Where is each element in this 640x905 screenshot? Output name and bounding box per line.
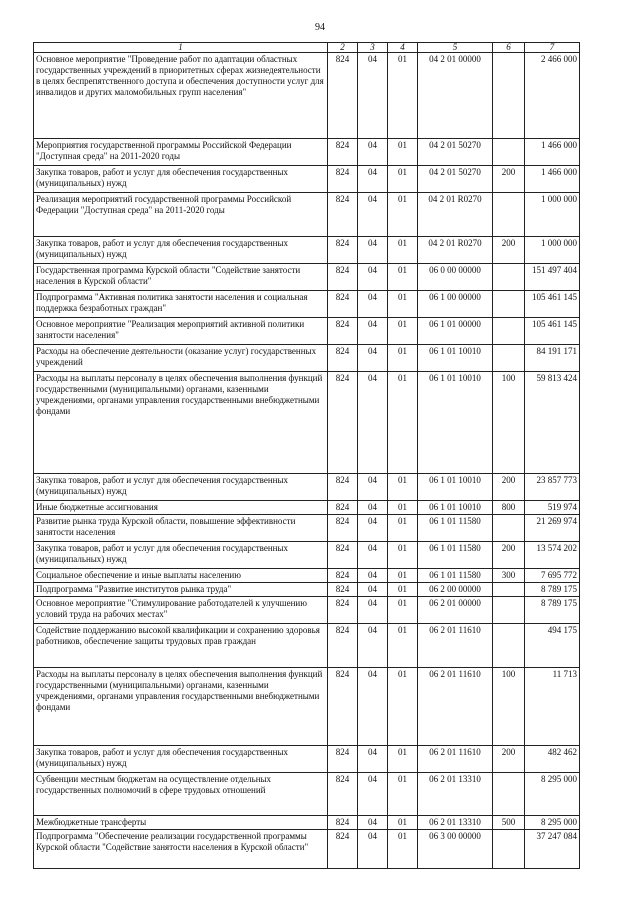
row-code-6 <box>493 193 525 237</box>
row-name: Социальное обеспечение и иные выплаты населению <box>34 569 328 583</box>
table-row <box>34 830 580 869</box>
row-code-3: 04 <box>358 746 388 773</box>
row-code-2: 824 <box>328 237 358 264</box>
column-header: 7 <box>525 43 580 53</box>
table-row <box>34 816 580 830</box>
row-code-6 <box>493 291 525 318</box>
row-amount: 8 295 000 <box>525 816 580 830</box>
row-code-5: 06 0 00 00000 <box>418 264 493 291</box>
row-name: Иные бюджетные ассигнования <box>34 501 328 515</box>
row-code-6 <box>493 597 525 624</box>
table-row <box>34 597 580 624</box>
row-name: Подпрограмма "Активная политика занятости населения и социальная поддержка безработных граждан" <box>34 291 328 318</box>
row-amount: 8 295 000 <box>525 773 580 816</box>
row-code-2: 824 <box>328 542 358 569</box>
row-code-3: 04 <box>358 291 388 318</box>
row-code-6: 100 <box>493 668 525 746</box>
row-code-6 <box>493 345 525 372</box>
row-code-4: 01 <box>388 542 418 569</box>
row-name: Подпрограмма "Обеспечение реализации государственной программы Курской области "Содействие занятости населения в Курской области" <box>34 830 328 869</box>
row-name: Реализация мероприятий государственной программы Российской Федерации "Доступная среда" на 2011-2020 годы <box>34 193 328 237</box>
row-code-2: 824 <box>328 345 358 372</box>
row-code-2: 824 <box>328 624 358 668</box>
row-name: Подпрограмма "Развитие институтов рынка труда" <box>34 583 328 597</box>
row-code-6: 800 <box>493 501 525 515</box>
table-row <box>34 668 580 746</box>
row-amount: 1 000 000 <box>525 193 580 237</box>
row-code-6: 200 <box>493 237 525 264</box>
column-header: 4 <box>388 43 418 53</box>
table-row <box>34 237 580 264</box>
row-code-3: 04 <box>358 773 388 816</box>
row-code-2: 824 <box>328 193 358 237</box>
row-name: Развитие рынка труда Курской области, повышение эффективности занятости населения <box>34 515 328 542</box>
row-code-4: 01 <box>388 237 418 264</box>
row-code-5: 04 2 01 50270 <box>418 139 493 166</box>
row-code-3: 04 <box>358 597 388 624</box>
row-code-2: 824 <box>328 318 358 345</box>
row-code-5: 04 2 01 00000 <box>418 53 493 139</box>
row-code-4: 01 <box>388 166 418 193</box>
row-code-4: 01 <box>388 816 418 830</box>
budget-table <box>33 42 580 869</box>
row-name: Закупка товаров, работ и услуг для обеспечения государственных (муниципальных) нужд <box>34 542 328 569</box>
row-amount: 1 466 000 <box>525 139 580 166</box>
row-amount: 13 574 202 <box>525 542 580 569</box>
row-code-5: 06 1 01 11580 <box>418 542 493 569</box>
row-name: Расходы на выплаты персоналу в целях обеспечения выполнения функций государственными (муниципальными) органами, казенными учреждениями, органами управления государственными внебюджетными фондами <box>34 668 328 746</box>
table-row <box>34 501 580 515</box>
row-code-5: 04 2 01 50270 <box>418 166 493 193</box>
row-code-5: 06 2 01 11610 <box>418 746 493 773</box>
row-name: Основное мероприятие "Проведение работ по адаптации областных государственных учреждений в приоритетных сферах жизнедеятельности в целях беспрепятственного доступа и обеспечения доступности услуг для инвалидов и других маломобильных групп населения" <box>34 53 328 139</box>
row-code-2: 824 <box>328 830 358 869</box>
table-row <box>34 291 580 318</box>
row-code-3: 04 <box>358 237 388 264</box>
row-code-6: 500 <box>493 816 525 830</box>
row-amount: 37 247 084 <box>525 830 580 869</box>
table-row <box>34 515 580 542</box>
row-code-2: 824 <box>328 746 358 773</box>
row-code-5: 06 2 01 00000 <box>418 597 493 624</box>
row-code-4: 01 <box>388 515 418 542</box>
column-header: 1 <box>34 43 328 53</box>
row-code-2: 824 <box>328 53 358 139</box>
row-code-2: 824 <box>328 569 358 583</box>
table-row <box>34 569 580 583</box>
column-header: 3 <box>358 43 388 53</box>
table-row <box>34 139 580 166</box>
row-amount: 8 789 175 <box>525 583 580 597</box>
row-code-2: 824 <box>328 474 358 501</box>
row-code-5: 06 2 01 13310 <box>418 773 493 816</box>
row-name: Основное мероприятие "Реализация мероприятий активной политики занятости населения" <box>34 318 328 345</box>
row-code-2: 824 <box>328 597 358 624</box>
row-name: Основное мероприятие "Стимулирование работодателей к улучшению условий труда на рабочих местах" <box>34 597 328 624</box>
row-code-6 <box>493 53 525 139</box>
row-code-6: 300 <box>493 569 525 583</box>
table-row <box>34 166 580 193</box>
row-code-5: 04 2 01 R0270 <box>418 237 493 264</box>
row-amount: 7 695 772 <box>525 569 580 583</box>
row-amount: 21 269 974 <box>525 515 580 542</box>
row-code-4: 01 <box>388 291 418 318</box>
table-body <box>34 53 580 869</box>
table-header-row <box>34 43 580 53</box>
row-amount: 105 461 145 <box>525 318 580 345</box>
row-code-2: 824 <box>328 816 358 830</box>
row-code-3: 04 <box>358 569 388 583</box>
row-code-3: 04 <box>358 264 388 291</box>
row-code-5: 06 1 01 10010 <box>418 372 493 474</box>
row-code-4: 01 <box>388 53 418 139</box>
row-code-5: 06 1 01 00000 <box>418 318 493 345</box>
row-code-3: 04 <box>358 166 388 193</box>
row-code-5: 06 1 01 10010 <box>418 501 493 515</box>
table-row <box>34 773 580 816</box>
row-code-2: 824 <box>328 264 358 291</box>
table-row <box>34 372 580 474</box>
row-name: Субвенции местным бюджетам на осуществление отдельных государственных полномочий в сфере трудовых отношений <box>34 773 328 816</box>
row-name: Мероприятия государственной программы Российской Федерации "Доступная среда" на 2011-2020 годы <box>34 139 328 166</box>
row-code-3: 04 <box>358 624 388 668</box>
table-row <box>34 345 580 372</box>
row-code-5: 06 1 01 11580 <box>418 515 493 542</box>
row-code-6 <box>493 624 525 668</box>
row-amount: 59 813 424 <box>525 372 580 474</box>
table-row <box>34 318 580 345</box>
row-code-3: 04 <box>358 542 388 569</box>
row-code-6 <box>493 583 525 597</box>
row-code-6: 200 <box>493 474 525 501</box>
row-code-5: 06 1 01 10010 <box>418 345 493 372</box>
row-amount: 105 461 145 <box>525 291 580 318</box>
row-code-3: 04 <box>358 816 388 830</box>
row-code-4: 01 <box>388 746 418 773</box>
column-header: 2 <box>328 43 358 53</box>
row-code-4: 01 <box>388 372 418 474</box>
row-code-5: 06 1 01 11580 <box>418 569 493 583</box>
row-name: Государственная программа Курской области "Содействие занятости населения в Курской области" <box>34 264 328 291</box>
row-amount: 519 974 <box>525 501 580 515</box>
table-row <box>34 542 580 569</box>
table-row <box>34 264 580 291</box>
row-amount: 482 462 <box>525 746 580 773</box>
row-code-5: 06 2 01 13310 <box>418 816 493 830</box>
table-row <box>34 624 580 668</box>
row-code-5: 06 2 00 00000 <box>418 583 493 597</box>
table-row <box>34 53 580 139</box>
row-code-6: 200 <box>493 542 525 569</box>
row-code-3: 04 <box>358 474 388 501</box>
row-code-4: 01 <box>388 583 418 597</box>
row-name: Закупка товаров, работ и услуг для обеспечения государственных (муниципальных) нужд <box>34 746 328 773</box>
row-code-3: 04 <box>358 193 388 237</box>
row-name: Закупка товаров, работ и услуг для обеспечения государственных (муниципальных) нужд <box>34 474 328 501</box>
row-code-4: 01 <box>388 318 418 345</box>
row-code-3: 04 <box>358 318 388 345</box>
row-code-6 <box>493 318 525 345</box>
row-name: Закупка товаров, работ и услуг для обеспечения государственных (муниципальных) нужд <box>34 166 328 193</box>
column-header: 5 <box>418 43 493 53</box>
row-code-4: 01 <box>388 830 418 869</box>
row-code-5: 06 1 00 00000 <box>418 291 493 318</box>
row-amount: 11 713 <box>525 668 580 746</box>
row-name: Закупка товаров, работ и услуг для обеспечения государственных (муниципальных) нужд <box>34 237 328 264</box>
row-code-2: 824 <box>328 291 358 318</box>
row-code-2: 824 <box>328 372 358 474</box>
row-code-5: 06 3 00 00000 <box>418 830 493 869</box>
row-code-6 <box>493 830 525 869</box>
table-row <box>34 583 580 597</box>
row-code-2: 824 <box>328 583 358 597</box>
row-code-4: 01 <box>388 597 418 624</box>
row-code-5: 06 1 01 10010 <box>418 474 493 501</box>
row-code-3: 04 <box>358 372 388 474</box>
row-code-5: 06 2 01 11610 <box>418 668 493 746</box>
row-amount: 151 497 404 <box>525 264 580 291</box>
row-code-3: 04 <box>358 345 388 372</box>
row-amount: 1 000 000 <box>525 237 580 264</box>
row-amount: 494 175 <box>525 624 580 668</box>
row-code-2: 824 <box>328 166 358 193</box>
row-code-6 <box>493 264 525 291</box>
column-header: 6 <box>493 43 525 53</box>
row-name: Расходы на обеспечение деятельности (оказание услуг) государственных учреждений <box>34 345 328 372</box>
row-amount: 1 466 000 <box>525 166 580 193</box>
row-code-4: 01 <box>388 569 418 583</box>
row-name: Межбюджетные трансферты <box>34 816 328 830</box>
row-code-5: 06 2 01 11610 <box>418 624 493 668</box>
row-code-2: 824 <box>328 515 358 542</box>
row-code-6: 100 <box>493 372 525 474</box>
row-amount: 2 466 000 <box>525 53 580 139</box>
row-code-6 <box>493 773 525 816</box>
page-number: 94 <box>315 22 325 33</box>
row-code-2: 824 <box>328 668 358 746</box>
row-code-6 <box>493 515 525 542</box>
row-code-3: 04 <box>358 501 388 515</box>
row-name: Содействие поддержанию высокой квалификации и сохранению здоровья работников, обеспечение защиты трудовых прав граждан <box>34 624 328 668</box>
row-code-4: 01 <box>388 773 418 816</box>
row-code-4: 01 <box>388 193 418 237</box>
table-row <box>34 193 580 237</box>
table-row <box>34 746 580 773</box>
row-code-3: 04 <box>358 139 388 166</box>
row-amount: 84 191 171 <box>525 345 580 372</box>
row-code-3: 04 <box>358 830 388 869</box>
row-code-6: 200 <box>493 166 525 193</box>
row-code-4: 01 <box>388 624 418 668</box>
row-code-6: 200 <box>493 746 525 773</box>
row-code-2: 824 <box>328 139 358 166</box>
row-code-4: 01 <box>388 668 418 746</box>
row-code-3: 04 <box>358 583 388 597</box>
row-code-3: 04 <box>358 53 388 139</box>
row-code-4: 01 <box>388 139 418 166</box>
row-code-3: 04 <box>358 515 388 542</box>
row-name: Расходы на выплаты персоналу в целях обеспечения выполнения функций государственными (муниципальными) органами, казенными учреждениями, органами управления государственными внебюджетными фондами <box>34 372 328 474</box>
row-amount: 23 857 773 <box>525 474 580 501</box>
row-code-5: 04 2 01 R0270 <box>418 193 493 237</box>
row-code-2: 824 <box>328 773 358 816</box>
row-code-4: 01 <box>388 264 418 291</box>
row-code-4: 01 <box>388 474 418 501</box>
row-amount: 8 789 175 <box>525 597 580 624</box>
row-code-2: 824 <box>328 501 358 515</box>
row-code-3: 04 <box>358 668 388 746</box>
row-code-4: 01 <box>388 345 418 372</box>
table-row <box>34 474 580 501</box>
row-code-4: 01 <box>388 501 418 515</box>
row-code-6 <box>493 139 525 166</box>
